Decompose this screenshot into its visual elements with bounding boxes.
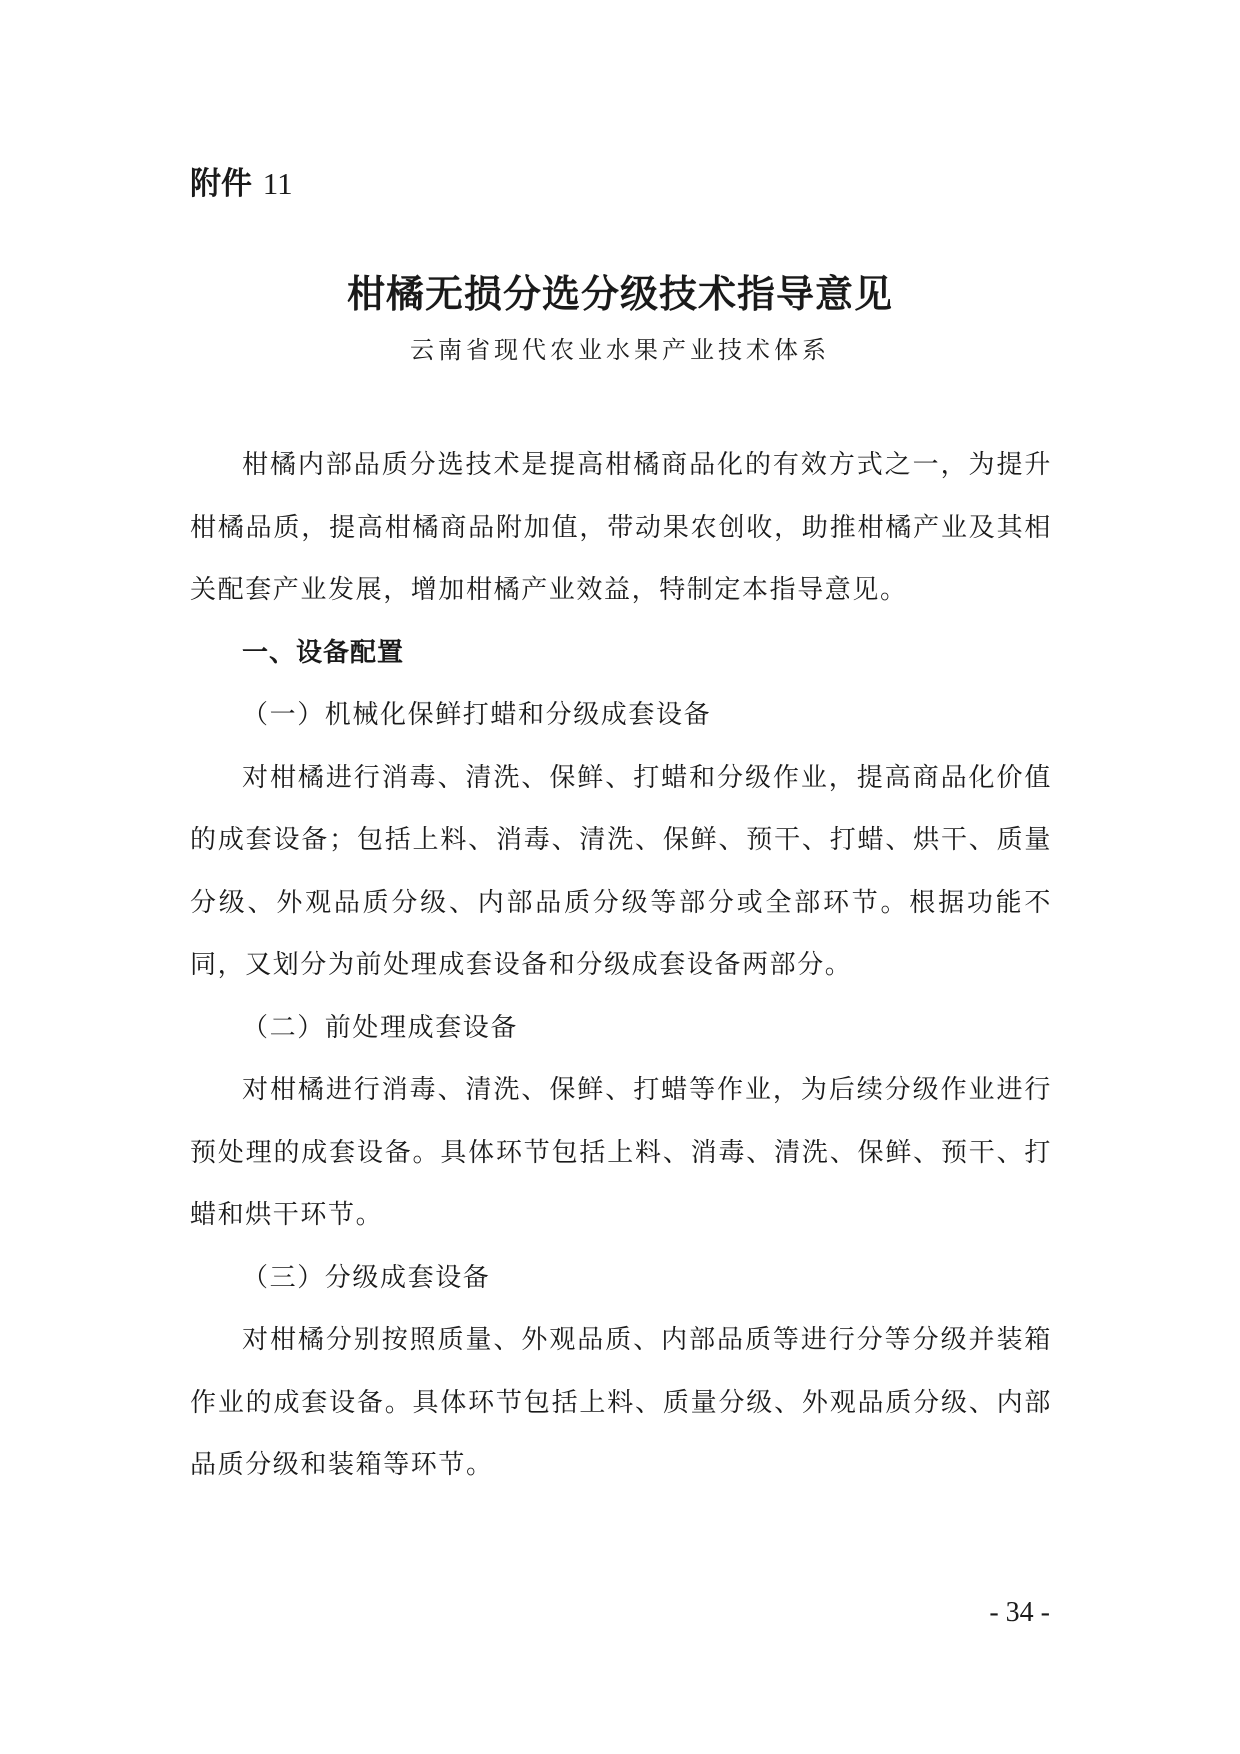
document-title: 柑橘无损分选分级技术指导意见 [346,272,893,316]
attachment-number: 11 [262,166,293,201]
section-heading-equipment: 一、设备配置 [242,637,405,668]
subsection-body-1: 对柑橘进行消毒、清洗、保鲜、打蜡和分级作业，提高商品化价值的成套设备；包括上料、消毒、清洗、保鲜、预干、打蜡、烘干、质量分级、外观品质分级、内部品质分级等部分或全部环节。根据功能不同，又划分为前处理成套设备和分级成套设备两部分。 [190,762,1052,980]
document-body [190,434,1052,1497]
document-subtitle: 云南省现代农业水果产业技术体系 [410,336,830,364]
attachment-label [190,158,293,203]
page-number: - 34 - [989,1597,1050,1628]
subsection-heading-3: （三）分级成套设备 [242,1262,491,1293]
subsection-body-3: 对柑橘分别按照质量、外观品质、内部品质等进行分等分级并装箱作业的成套设备。具体环节包括上料、质量分级、外观品质分级、内部品质分级和装箱等环节。 [190,1325,1052,1480]
subsection-heading-1: （一）机械化保鲜打蜡和分级成套设备 [242,700,712,730]
attachment-prefix: 附件 [190,166,252,202]
subsection-heading-2: （二）前处理成套设备 [242,1012,519,1043]
subsection-body-2: 对柑橘进行消毒、清洗、保鲜、打蜡等作业，为后续分级作业进行预处理的成套设备。具体环节包括上料、消毒、清洗、保鲜、预干、打蜡和烘干环节。 [190,1075,1052,1230]
intro-paragraph: 柑橘内部品质分选技术是提高柑橘商品化的有效方式之一，为提升柑橘品质，提高柑橘商品附加值，带动果农创收，助推柑橘产业及其相关配套产业发展，增加柑橘产业效益，特制定本指导意见。 [190,450,1052,605]
